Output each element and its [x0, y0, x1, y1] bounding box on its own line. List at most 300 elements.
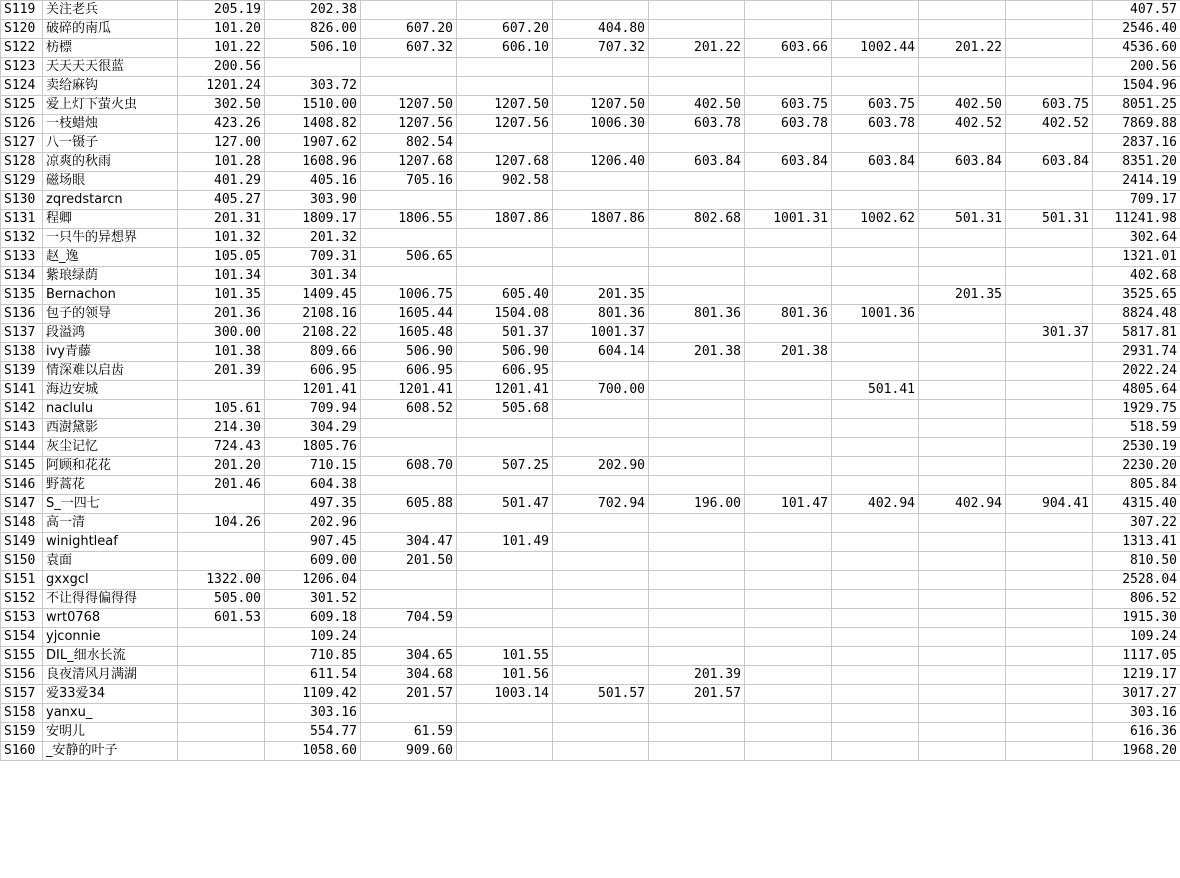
amount-cell[interactable]: [1006, 172, 1093, 191]
amount-cell[interactable]: [553, 77, 649, 96]
amount-cell[interactable]: [178, 647, 265, 666]
name-cell[interactable]: 野蒿花: [43, 476, 178, 495]
amount-cell[interactable]: 506.90: [361, 343, 457, 362]
amount-cell[interactable]: 303.72: [265, 77, 361, 96]
amount-cell[interactable]: 304.47: [361, 533, 457, 552]
amount-cell[interactable]: [178, 381, 265, 400]
amount-cell[interactable]: 200.56: [178, 58, 265, 77]
amount-cell[interactable]: [919, 666, 1006, 685]
amount-cell[interactable]: [832, 742, 919, 761]
name-cell[interactable]: 不让得得偏得得: [43, 590, 178, 609]
amount-cell[interactable]: [553, 172, 649, 191]
amount-cell[interactable]: 301.52: [265, 590, 361, 609]
amount-cell[interactable]: [649, 77, 745, 96]
amount-cell[interactable]: [649, 400, 745, 419]
row-id-cell[interactable]: S125: [1, 96, 43, 115]
amount-cell[interactable]: [457, 134, 553, 153]
name-cell[interactable]: S_一四七: [43, 495, 178, 514]
amount-cell[interactable]: [178, 666, 265, 685]
amount-cell[interactable]: [1006, 666, 1093, 685]
amount-cell[interactable]: 606.95: [457, 362, 553, 381]
amount-cell[interactable]: 1201.24: [178, 77, 265, 96]
amount-cell[interactable]: 904.41: [1006, 495, 1093, 514]
amount-cell[interactable]: [919, 381, 1006, 400]
amount-cell[interactable]: [553, 229, 649, 248]
total-cell[interactable]: 3525.65: [1093, 286, 1180, 305]
row-id-cell[interactable]: S124: [1, 77, 43, 96]
amount-cell[interactable]: 402.50: [919, 96, 1006, 115]
amount-cell[interactable]: [457, 476, 553, 495]
amount-cell[interactable]: [649, 628, 745, 647]
row-id-cell[interactable]: S154: [1, 628, 43, 647]
amount-cell[interactable]: [919, 571, 1006, 590]
amount-cell[interactable]: 1058.60: [265, 742, 361, 761]
amount-cell[interactable]: [178, 628, 265, 647]
amount-cell[interactable]: 611.54: [265, 666, 361, 685]
amount-cell[interactable]: [1006, 39, 1093, 58]
amount-cell[interactable]: 202.90: [553, 457, 649, 476]
row-id-cell[interactable]: S119: [1, 1, 43, 20]
total-cell[interactable]: 2414.19: [1093, 172, 1180, 191]
amount-cell[interactable]: [1006, 1, 1093, 20]
amount-cell[interactable]: [1006, 457, 1093, 476]
amount-cell[interactable]: [1006, 381, 1093, 400]
amount-cell[interactable]: 1608.96: [265, 153, 361, 172]
amount-cell[interactable]: 607.32: [361, 39, 457, 58]
amount-cell[interactable]: [832, 134, 919, 153]
amount-cell[interactable]: 1807.86: [457, 210, 553, 229]
name-cell[interactable]: 磁场眼: [43, 172, 178, 191]
amount-cell[interactable]: [361, 419, 457, 438]
amount-cell[interactable]: [832, 533, 919, 552]
amount-cell[interactable]: [361, 77, 457, 96]
total-cell[interactable]: 709.17: [1093, 191, 1180, 210]
amount-cell[interactable]: 405.16: [265, 172, 361, 191]
total-cell[interactable]: 1117.05: [1093, 647, 1180, 666]
row-id-cell[interactable]: S133: [1, 248, 43, 267]
amount-cell[interactable]: [1006, 647, 1093, 666]
amount-cell[interactable]: 907.45: [265, 533, 361, 552]
amount-cell[interactable]: 202.38: [265, 1, 361, 20]
row-id-cell[interactable]: S134: [1, 267, 43, 286]
name-cell[interactable]: 爱上灯下萤火虫: [43, 96, 178, 115]
amount-cell[interactable]: [832, 552, 919, 571]
amount-cell[interactable]: [832, 704, 919, 723]
amount-cell[interactable]: 603.84: [745, 153, 832, 172]
name-cell[interactable]: 破碎的南瓜: [43, 20, 178, 39]
amount-cell[interactable]: 402.52: [1006, 115, 1093, 134]
amount-cell[interactable]: [1006, 476, 1093, 495]
total-cell[interactable]: 1313.41: [1093, 533, 1180, 552]
total-cell[interactable]: 7869.88: [1093, 115, 1180, 134]
amount-cell[interactable]: [1006, 533, 1093, 552]
amount-cell[interactable]: [745, 685, 832, 704]
amount-cell[interactable]: 101.38: [178, 343, 265, 362]
name-cell[interactable]: 阿顾和花花: [43, 457, 178, 476]
total-cell[interactable]: 8351.20: [1093, 153, 1180, 172]
name-cell[interactable]: 八一镊子: [43, 134, 178, 153]
row-id-cell[interactable]: S138: [1, 343, 43, 362]
amount-cell[interactable]: 401.29: [178, 172, 265, 191]
amount-cell[interactable]: 304.29: [265, 419, 361, 438]
amount-cell[interactable]: [832, 229, 919, 248]
row-id-cell[interactable]: S135: [1, 286, 43, 305]
amount-cell[interactable]: 1201.41: [361, 381, 457, 400]
amount-cell[interactable]: [919, 362, 1006, 381]
amount-cell[interactable]: [457, 229, 553, 248]
amount-cell[interactable]: [649, 723, 745, 742]
amount-cell[interactable]: [649, 362, 745, 381]
amount-cell[interactable]: [1006, 609, 1093, 628]
amount-cell[interactable]: 1605.44: [361, 305, 457, 324]
amount-cell[interactable]: [553, 438, 649, 457]
total-cell[interactable]: 307.22: [1093, 514, 1180, 533]
amount-cell[interactable]: [361, 191, 457, 210]
amount-cell[interactable]: 201.36: [178, 305, 265, 324]
amount-cell[interactable]: [361, 1, 457, 20]
name-cell[interactable]: 天天天天很蓝: [43, 58, 178, 77]
amount-cell[interactable]: [1006, 134, 1093, 153]
amount-cell[interactable]: [457, 1, 553, 20]
amount-cell[interactable]: 603.75: [745, 96, 832, 115]
amount-cell[interactable]: [832, 647, 919, 666]
amount-cell[interactable]: 201.50: [361, 552, 457, 571]
amount-cell[interactable]: [919, 552, 1006, 571]
name-cell[interactable]: 段溢鸿: [43, 324, 178, 343]
amount-cell[interactable]: 201.31: [178, 210, 265, 229]
amount-cell[interactable]: [1006, 305, 1093, 324]
amount-cell[interactable]: [457, 438, 553, 457]
row-id-cell[interactable]: S152: [1, 590, 43, 609]
row-id-cell[interactable]: S147: [1, 495, 43, 514]
name-cell[interactable]: 包子的领导: [43, 305, 178, 324]
total-cell[interactable]: 11241.98: [1093, 210, 1180, 229]
amount-cell[interactable]: [832, 457, 919, 476]
amount-cell[interactable]: 1207.56: [361, 115, 457, 134]
amount-cell[interactable]: [553, 476, 649, 495]
amount-cell[interactable]: 1207.56: [457, 115, 553, 134]
amount-cell[interactable]: 704.59: [361, 609, 457, 628]
amount-cell[interactable]: 506.65: [361, 248, 457, 267]
amount-cell[interactable]: [553, 628, 649, 647]
amount-cell[interactable]: 710.85: [265, 647, 361, 666]
amount-cell[interactable]: [457, 267, 553, 286]
amount-cell[interactable]: [649, 552, 745, 571]
amount-cell[interactable]: 809.66: [265, 343, 361, 362]
amount-cell[interactable]: 1408.82: [265, 115, 361, 134]
amount-cell[interactable]: 801.36: [745, 305, 832, 324]
amount-cell[interactable]: [1006, 191, 1093, 210]
name-cell[interactable]: winightleaf: [43, 533, 178, 552]
name-cell[interactable]: 安明儿: [43, 723, 178, 742]
amount-cell[interactable]: 826.00: [265, 20, 361, 39]
amount-cell[interactable]: [745, 571, 832, 590]
total-cell[interactable]: 2546.40: [1093, 20, 1180, 39]
amount-cell[interactable]: [649, 571, 745, 590]
amount-cell[interactable]: [649, 476, 745, 495]
amount-cell[interactable]: [457, 704, 553, 723]
amount-cell[interactable]: 505.68: [457, 400, 553, 419]
amount-cell[interactable]: 902.58: [457, 172, 553, 191]
amount-cell[interactable]: [457, 514, 553, 533]
amount-cell[interactable]: [919, 685, 1006, 704]
row-id-cell[interactable]: S155: [1, 647, 43, 666]
amount-cell[interactable]: [919, 172, 1006, 191]
amount-cell[interactable]: 501.47: [457, 495, 553, 514]
amount-cell[interactable]: 603.78: [745, 115, 832, 134]
amount-cell[interactable]: 1605.48: [361, 324, 457, 343]
total-cell[interactable]: 1915.30: [1093, 609, 1180, 628]
amount-cell[interactable]: [919, 742, 1006, 761]
amount-cell[interactable]: 603.75: [1006, 96, 1093, 115]
amount-cell[interactable]: [649, 134, 745, 153]
name-cell[interactable]: 紫琅绿荫: [43, 267, 178, 286]
amount-cell[interactable]: 709.31: [265, 248, 361, 267]
total-cell[interactable]: 1321.01: [1093, 248, 1180, 267]
total-cell[interactable]: 810.50: [1093, 552, 1180, 571]
amount-cell[interactable]: [553, 647, 649, 666]
amount-cell[interactable]: 1006.75: [361, 286, 457, 305]
amount-cell[interactable]: 402.52: [919, 115, 1006, 134]
amount-cell[interactable]: [1006, 571, 1093, 590]
amount-cell[interactable]: [1006, 20, 1093, 39]
row-id-cell[interactable]: S151: [1, 571, 43, 590]
amount-cell[interactable]: [178, 533, 265, 552]
amount-cell[interactable]: 705.16: [361, 172, 457, 191]
amount-cell[interactable]: [178, 552, 265, 571]
total-cell[interactable]: 2931.74: [1093, 343, 1180, 362]
amount-cell[interactable]: 1806.55: [361, 210, 457, 229]
amount-cell[interactable]: [1006, 58, 1093, 77]
amount-cell[interactable]: 605.88: [361, 495, 457, 514]
total-cell[interactable]: 302.64: [1093, 229, 1180, 248]
amount-cell[interactable]: 402.50: [649, 96, 745, 115]
amount-cell[interactable]: [553, 514, 649, 533]
amount-cell[interactable]: [649, 742, 745, 761]
row-id-cell[interactable]: S160: [1, 742, 43, 761]
amount-cell[interactable]: [553, 590, 649, 609]
amount-cell[interactable]: 801.36: [649, 305, 745, 324]
total-cell[interactable]: 407.57: [1093, 1, 1180, 20]
amount-cell[interactable]: [1006, 590, 1093, 609]
total-cell[interactable]: 616.36: [1093, 723, 1180, 742]
amount-cell[interactable]: 603.84: [832, 153, 919, 172]
amount-cell[interactable]: [1006, 552, 1093, 571]
amount-cell[interactable]: [457, 77, 553, 96]
amount-cell[interactable]: 101.35: [178, 286, 265, 305]
amount-cell[interactable]: [745, 476, 832, 495]
total-cell[interactable]: 518.59: [1093, 419, 1180, 438]
amount-cell[interactable]: 607.20: [457, 20, 553, 39]
row-id-cell[interactable]: S157: [1, 685, 43, 704]
amount-cell[interactable]: [919, 58, 1006, 77]
amount-cell[interactable]: 300.00: [178, 324, 265, 343]
total-cell[interactable]: 4315.40: [1093, 495, 1180, 514]
amount-cell[interactable]: [457, 552, 553, 571]
amount-cell[interactable]: 302.50: [178, 96, 265, 115]
amount-cell[interactable]: [649, 647, 745, 666]
total-cell[interactable]: 4805.64: [1093, 381, 1180, 400]
amount-cell[interactable]: [178, 685, 265, 704]
amount-cell[interactable]: 201.39: [178, 362, 265, 381]
name-cell[interactable]: yjconnie: [43, 628, 178, 647]
row-id-cell[interactable]: S131: [1, 210, 43, 229]
amount-cell[interactable]: [178, 704, 265, 723]
amount-cell[interactable]: [649, 324, 745, 343]
row-id-cell[interactable]: S126: [1, 115, 43, 134]
amount-cell[interactable]: [745, 723, 832, 742]
amount-cell[interactable]: [178, 495, 265, 514]
amount-cell[interactable]: [832, 723, 919, 742]
amount-cell[interactable]: 423.26: [178, 115, 265, 134]
amount-cell[interactable]: [832, 666, 919, 685]
amount-cell[interactable]: 1109.42: [265, 685, 361, 704]
amount-cell[interactable]: 1809.17: [265, 210, 361, 229]
amount-cell[interactable]: [745, 666, 832, 685]
amount-cell[interactable]: [553, 362, 649, 381]
amount-cell[interactable]: [1006, 362, 1093, 381]
amount-cell[interactable]: [553, 609, 649, 628]
amount-cell[interactable]: [649, 457, 745, 476]
amount-cell[interactable]: [832, 77, 919, 96]
amount-cell[interactable]: [361, 704, 457, 723]
amount-cell[interactable]: 724.43: [178, 438, 265, 457]
amount-cell[interactable]: [457, 590, 553, 609]
amount-cell[interactable]: 1003.14: [457, 685, 553, 704]
amount-cell[interactable]: [745, 590, 832, 609]
amount-cell[interactable]: 1510.00: [265, 96, 361, 115]
row-id-cell[interactable]: S145: [1, 457, 43, 476]
amount-cell[interactable]: 802.54: [361, 134, 457, 153]
name-cell[interactable]: 良夜清风月满湖: [43, 666, 178, 685]
row-id-cell[interactable]: S127: [1, 134, 43, 153]
amount-cell[interactable]: 603.84: [1006, 153, 1093, 172]
amount-cell[interactable]: [745, 742, 832, 761]
amount-cell[interactable]: [745, 647, 832, 666]
amount-cell[interactable]: [745, 58, 832, 77]
amount-cell[interactable]: [1006, 248, 1093, 267]
amount-cell[interactable]: 604.14: [553, 343, 649, 362]
amount-cell[interactable]: [745, 628, 832, 647]
amount-cell[interactable]: 506.90: [457, 343, 553, 362]
amount-cell[interactable]: [649, 248, 745, 267]
amount-cell[interactable]: 606.10: [457, 39, 553, 58]
amount-cell[interactable]: 109.24: [265, 628, 361, 647]
amount-cell[interactable]: 603.84: [919, 153, 1006, 172]
amount-cell[interactable]: 1805.76: [265, 438, 361, 457]
amount-cell[interactable]: [919, 476, 1006, 495]
amount-cell[interactable]: 201.22: [919, 39, 1006, 58]
amount-cell[interactable]: [649, 381, 745, 400]
amount-cell[interactable]: [832, 248, 919, 267]
amount-cell[interactable]: [649, 438, 745, 457]
name-cell[interactable]: gxxgcl: [43, 571, 178, 590]
amount-cell[interactable]: 501.41: [832, 381, 919, 400]
row-id-cell[interactable]: S159: [1, 723, 43, 742]
amount-cell[interactable]: [745, 552, 832, 571]
amount-cell[interactable]: [457, 419, 553, 438]
amount-cell[interactable]: [919, 343, 1006, 362]
amount-cell[interactable]: [832, 571, 919, 590]
amount-cell[interactable]: [457, 248, 553, 267]
name-cell[interactable]: ivy青藤: [43, 343, 178, 362]
amount-cell[interactable]: 501.31: [1006, 210, 1093, 229]
amount-cell[interactable]: 1807.86: [553, 210, 649, 229]
amount-cell[interactable]: [832, 628, 919, 647]
name-cell[interactable]: 一只牛的异想界: [43, 229, 178, 248]
amount-cell[interactable]: [832, 267, 919, 286]
amount-cell[interactable]: 1907.62: [265, 134, 361, 153]
amount-cell[interactable]: [553, 134, 649, 153]
amount-cell[interactable]: [649, 229, 745, 248]
amount-cell[interactable]: [832, 343, 919, 362]
amount-cell[interactable]: 301.34: [265, 267, 361, 286]
amount-cell[interactable]: [745, 419, 832, 438]
amount-cell[interactable]: [745, 286, 832, 305]
amount-cell[interactable]: [457, 609, 553, 628]
amount-cell[interactable]: 1002.62: [832, 210, 919, 229]
amount-cell[interactable]: 301.37: [1006, 324, 1093, 343]
total-cell[interactable]: 805.84: [1093, 476, 1180, 495]
amount-cell[interactable]: [1006, 514, 1093, 533]
amount-cell[interactable]: [1006, 685, 1093, 704]
amount-cell[interactable]: [745, 229, 832, 248]
amount-cell[interactable]: 609.00: [265, 552, 361, 571]
amount-cell[interactable]: 402.94: [919, 495, 1006, 514]
amount-cell[interactable]: 404.80: [553, 20, 649, 39]
total-cell[interactable]: 200.56: [1093, 58, 1180, 77]
amount-cell[interactable]: [457, 571, 553, 590]
amount-cell[interactable]: 2108.22: [265, 324, 361, 343]
amount-cell[interactable]: 507.25: [457, 457, 553, 476]
amount-cell[interactable]: [649, 533, 745, 552]
amount-cell[interactable]: [745, 704, 832, 723]
amount-cell[interactable]: 1207.50: [361, 96, 457, 115]
total-cell[interactable]: 303.16: [1093, 704, 1180, 723]
amount-cell[interactable]: [361, 229, 457, 248]
total-cell[interactable]: 2230.20: [1093, 457, 1180, 476]
amount-cell[interactable]: [649, 58, 745, 77]
amount-cell[interactable]: [832, 286, 919, 305]
amount-cell[interactable]: 201.46: [178, 476, 265, 495]
amount-cell[interactable]: [919, 609, 1006, 628]
amount-cell[interactable]: [553, 248, 649, 267]
amount-cell[interactable]: [649, 514, 745, 533]
amount-cell[interactable]: 101.32: [178, 229, 265, 248]
name-cell[interactable]: 袁面: [43, 552, 178, 571]
amount-cell[interactable]: 603.84: [649, 153, 745, 172]
amount-cell[interactable]: [919, 191, 1006, 210]
amount-cell[interactable]: 1006.30: [553, 115, 649, 134]
amount-cell[interactable]: [745, 400, 832, 419]
amount-cell[interactable]: 303.90: [265, 191, 361, 210]
amount-cell[interactable]: 1409.45: [265, 286, 361, 305]
amount-cell[interactable]: [361, 438, 457, 457]
amount-cell[interactable]: [745, 267, 832, 286]
amount-cell[interactable]: 101.55: [457, 647, 553, 666]
row-id-cell[interactable]: S150: [1, 552, 43, 571]
amount-cell[interactable]: [832, 419, 919, 438]
name-cell[interactable]: naclulu: [43, 400, 178, 419]
amount-cell[interactable]: [649, 191, 745, 210]
amount-cell[interactable]: [919, 628, 1006, 647]
amount-cell[interactable]: [919, 134, 1006, 153]
amount-cell[interactable]: 303.16: [265, 704, 361, 723]
amount-cell[interactable]: 802.68: [649, 210, 745, 229]
name-cell[interactable]: 赵_逸: [43, 248, 178, 267]
name-cell[interactable]: 关注老兵: [43, 1, 178, 20]
amount-cell[interactable]: [649, 1, 745, 20]
